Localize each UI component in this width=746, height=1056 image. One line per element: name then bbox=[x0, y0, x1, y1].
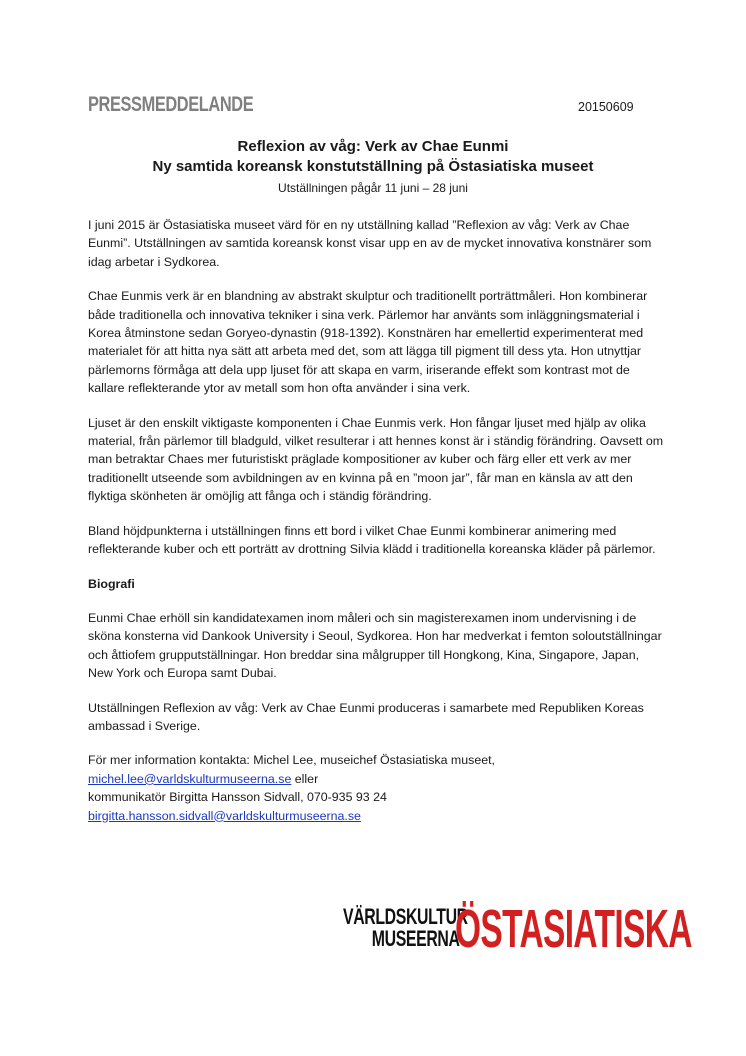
museum-logo bbox=[343, 899, 692, 964]
contact-person2: kommunikatör Birgitta Hansson Sidvall, 070-935 93 24 bbox=[88, 790, 387, 805]
title-block bbox=[60, 137, 686, 197]
headline: Reflexion av våg: Verk av Chae Eunmi bbox=[237, 138, 509, 155]
paragraph-light: Ljuset är den enskilt viktigaste komponenten i Chae Eunmis verk. Hon fångar ljuset med hjälp av olika material, från pärlemor till bladguld, vilket resulterar i att hennes konst är i ständig förändring. Oavsett om man betraktar Chaes mer futuristiskt präglade kompositioner av kuber och färg eller ett verk av mer traditionellt utseende som avbildningen av en kvinna på en ”moon jar”, får man en känsla av att den flyktiga skönheten är omöjlig att fånga och i ständig förändring. bbox=[88, 415, 664, 504]
biography-text: Eunmi Chae erhöll sin kandidatexamen inom måleri och sin magisterexamen inom undervisning i de sköna konsterna vid Dankook University i Seoul, Sydkorea. Hon har medverkat i femton soloutställningar och åttiofem grupputställningar. Hon breddar sina målgrupper till Hongkong, Kina, Singapore, Japan, New York och Europa samt Dubai. bbox=[88, 610, 662, 681]
contact-line-email1 bbox=[88, 770, 664, 788]
email-link-michel[interactable]: michel.lee@varldskulturmuseerna.se bbox=[88, 771, 292, 786]
paragraph-technique: Chae Eunmis verk är en blandning av abstrakt skulptur och traditionellt porträttmåleri. Hon kombinerar både traditionella och innovativa tekniker i sina verk. Pärlemor har använts som inläggningsmaterial i Korea åtminstone sedan Goryeo-dynastin (918-1392). Konstnären har emellertid experimenterat med materialet för att hitta nya sätt att arbeta med det, som att lägga till pigment till dess yta. Hon utnyttjar pärlemorns förmåga att dela upp ljuset för att skapa en varm, iriserande effekt som kontrast mot de kallare reflekterande ytor av metall som hon ofta använder i sina verk. bbox=[88, 289, 648, 396]
contact-or: eller bbox=[291, 771, 319, 786]
subheadline: Ny samtida koreansk konstutställning på Östasiatiska museet bbox=[152, 158, 594, 175]
contact-line-email2 bbox=[88, 807, 664, 825]
contact-intro: För mer information kontakta: Michel Lee, museichef Östasiatiska museet, bbox=[88, 753, 495, 768]
release-date: 20150609 bbox=[578, 100, 634, 114]
paragraph-intro: I juni 2015 är Östasiatiska museet värd för en ny utställning kallad ”Reflexion av våg: Verk av Chae Eunmi”. Utställningen av samtida koreansk konst visar upp en av de mycket innovativa konstnärer som idag arbetar i Sydkorea. bbox=[88, 218, 652, 269]
biography-section bbox=[88, 575, 664, 683]
exhibition-dates: Utställningen pågår 11 juni – 28 juni bbox=[278, 181, 468, 195]
paragraph-highlights: Bland höjdpunkterna i utställningen finns ett bord i vilket Chae Eunmi kombinerar animering med reflekterande kuber och ett porträtt av drottning Silvia klädd i traditionella koreanska kläder på pärlemor. bbox=[88, 523, 656, 557]
email-link-birgitta[interactable]: birgitta.hansson.sidvall@varldskulturmuseerna.se bbox=[88, 808, 361, 823]
logo-wordmark-left bbox=[343, 904, 468, 951]
logo-line1: VÄRLDSKULTUR bbox=[343, 904, 468, 929]
paragraph-collaboration: Utställningen Reflexion av våg: Verk av Chae Eunmi produceras i samarbete med Republiken Koreas ambassad i Sverige. bbox=[88, 700, 644, 733]
biography-heading: Biografi bbox=[88, 576, 135, 591]
logo-wordmark-name: ÖSTASIATISKA bbox=[455, 899, 692, 959]
body-text bbox=[88, 216, 664, 825]
contact-section bbox=[88, 751, 664, 825]
press-release-label: PRESSMEDDELANDE bbox=[88, 93, 254, 116]
logo-line2: MUSEERNA bbox=[371, 926, 460, 951]
